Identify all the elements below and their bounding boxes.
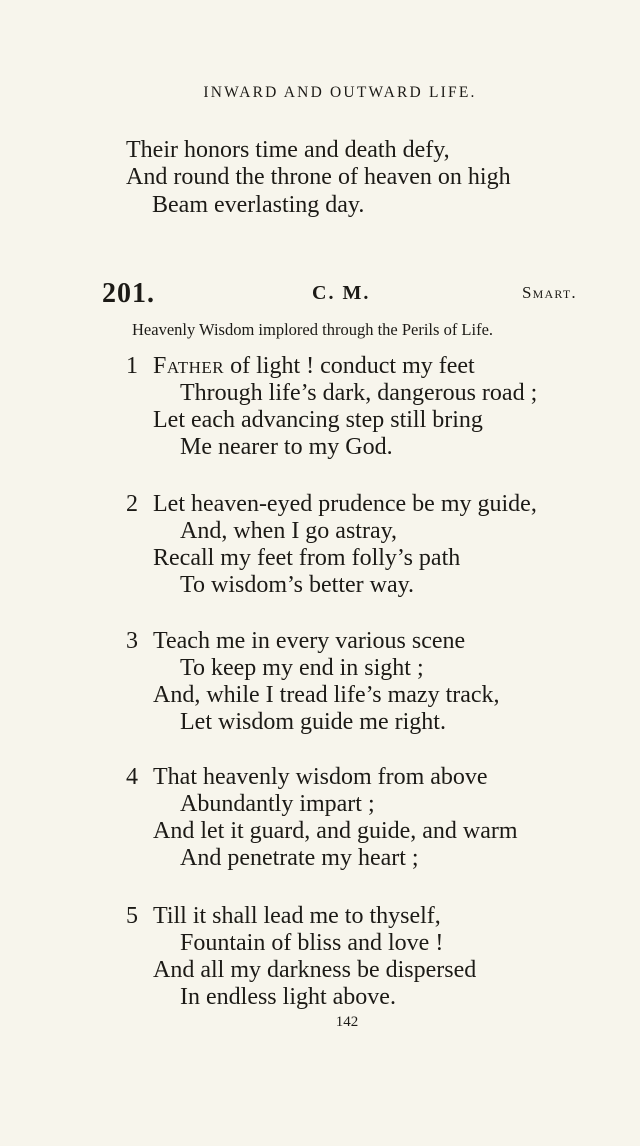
verse-1-line-1-rest: of light ! conduct my feet	[224, 353, 475, 379]
verse-number-3: 3	[126, 628, 138, 654]
verse-5-line-2: Fountain of bliss and love !	[180, 930, 444, 956]
carryover-line-3: Beam everlasting day.	[152, 192, 365, 218]
verse-2-line-2: And, when I go astray,	[180, 518, 398, 544]
verse-1-first-word: Father	[153, 353, 225, 379]
verse-2-line-1: Let heaven-eyed prudence be my guide,	[153, 491, 537, 517]
verse-number-5: 5	[126, 903, 138, 929]
verse-5-line-4: In endless light above.	[180, 984, 396, 1010]
hymn-meter: C. M.	[312, 282, 371, 304]
verse-number-2: 2	[126, 491, 138, 517]
verse-2-line-4: To wisdom’s better way.	[180, 572, 415, 598]
verse-1-line-4: Me nearer to my God.	[180, 434, 393, 460]
running-head: INWARD AND OUTWARD LIFE.	[203, 84, 477, 101]
verse-1-line-1	[153, 352, 475, 380]
hymn-number: 201.	[102, 278, 155, 309]
verse-4-line-1: That heavenly wisdom from above	[153, 764, 488, 790]
verse-number-1: 1	[126, 353, 138, 379]
verse-4-line-2: Abundantly impart ;	[180, 791, 375, 817]
carryover-line-1: Their honors time and death defy,	[126, 137, 450, 163]
carryover-line-2: And round the throne of heaven on high	[126, 164, 511, 190]
verse-2-line-3: Recall my feet from folly’s path	[153, 545, 461, 571]
verse-number-4: 4	[126, 764, 138, 790]
verse-3-line-4: Let wisdom guide me right.	[180, 709, 446, 735]
verse-5-line-1: Till it shall lead me to thyself,	[153, 903, 441, 929]
verse-5-line-3: And all my darkness be dispersed	[153, 957, 477, 983]
hymn-subtitle: Heavenly Wisdom implored through the Perils of Life.	[132, 320, 494, 339]
verse-4-line-4: And penetrate my heart ;	[180, 845, 419, 871]
page-number: 142	[335, 1014, 359, 1030]
verse-1-line-3: Let each advancing step still bring	[153, 407, 483, 433]
verse-4-line-3: And let it guard, and guide, and warm	[153, 818, 518, 844]
hymn-tune: Smart.	[522, 283, 577, 302]
verse-1-line-2: Through life’s dark, dangerous road ;	[180, 380, 538, 406]
verse-3-line-2: To keep my end in sight ;	[180, 655, 424, 681]
verse-3-line-1: Teach me in every various scene	[153, 628, 466, 654]
verse-3-line-3: And, while I tread life’s mazy track,	[153, 682, 500, 708]
